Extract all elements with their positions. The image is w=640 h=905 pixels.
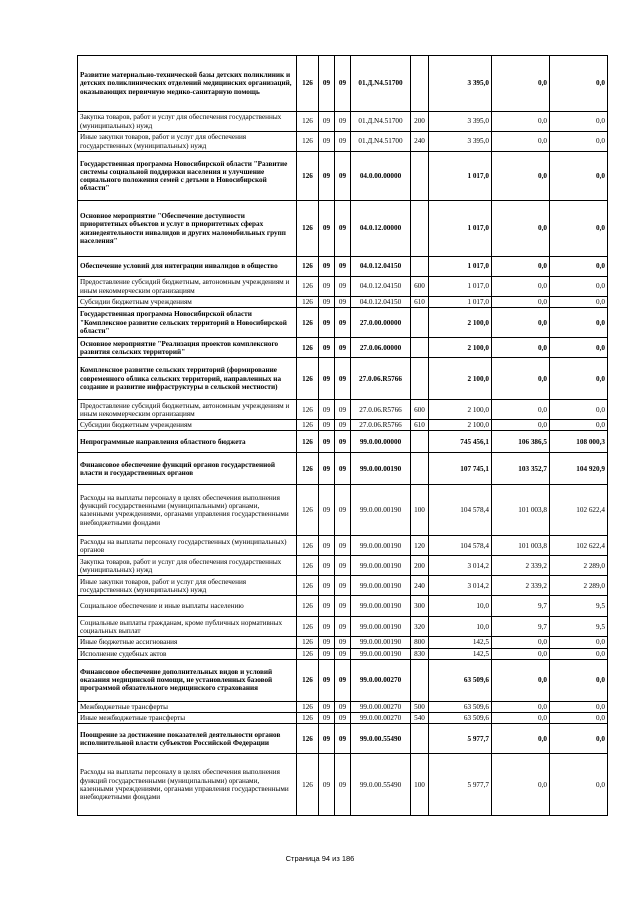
cell-ved: 126	[297, 556, 319, 576]
cell-ved: 126	[297, 400, 319, 420]
cell-ved: 126	[297, 201, 319, 257]
cell-sum-1: 10,0	[429, 596, 492, 617]
cell-csr: 99.0.00.00190	[351, 596, 411, 617]
cell-vr	[411, 724, 429, 754]
cell-vr	[411, 659, 429, 701]
cell-sum-1: 3 395,0	[429, 56, 492, 112]
cell-pr: 09	[335, 201, 351, 257]
cell-vr: 600	[411, 277, 429, 297]
table-row	[78, 152, 608, 201]
cell-sum-1: 1 017,0	[429, 152, 492, 201]
cell-sum-3: 0,0	[550, 648, 608, 659]
cell-vr	[411, 56, 429, 112]
cell-sum-1: 63 509,6	[429, 713, 492, 724]
cell-csr: 99.0.00.55490	[351, 754, 411, 816]
cell-sum-2: 9,7	[492, 617, 550, 637]
cell-vr	[411, 201, 429, 257]
table-row	[78, 277, 608, 297]
table-row	[78, 648, 608, 659]
cell-csr: 27.0.06.R5766	[351, 420, 411, 431]
cell-sum-3: 0,0	[550, 112, 608, 132]
cell-sum-2: 0,0	[492, 659, 550, 701]
cell-pr: 09	[335, 596, 351, 617]
cell-csr: 04.0.12.04150	[351, 297, 411, 308]
cell-name: Закупка товаров, работ и услуг для обеспечения государственных (муниципальных) нужд	[78, 112, 297, 132]
cell-vr: 600	[411, 400, 429, 420]
cell-name: Предоставление субсидий бюджетным, автономным учреждениям и иным некоммерческим организациям	[78, 400, 297, 420]
cell-sum-1: 2 100,0	[429, 338, 492, 358]
cell-sum-2: 9,7	[492, 596, 550, 617]
cell-name: Иные бюджетные ассигнования	[78, 637, 297, 648]
cell-pr: 09	[335, 152, 351, 201]
cell-pr: 09	[335, 420, 351, 431]
cell-csr: 99.0.00.00000	[351, 431, 411, 453]
cell-csr: 01.Д.N4.51700	[351, 56, 411, 112]
cell-ved: 126	[297, 724, 319, 754]
table-row	[78, 420, 608, 431]
cell-pr: 09	[335, 453, 351, 485]
cell-ved: 126	[297, 596, 319, 617]
cell-ved: 126	[297, 659, 319, 701]
cell-rz: 09	[319, 420, 335, 431]
cell-pr: 09	[335, 257, 351, 277]
cell-rz: 09	[319, 338, 335, 358]
cell-sum-3: 0,0	[550, 297, 608, 308]
cell-csr: 99.0.00.00270	[351, 659, 411, 701]
cell-sum-2: 0,0	[492, 297, 550, 308]
cell-name: Расходы на выплаты персоналу в целях обеспечения выполнения функций государственными (муниципальными) органами, казенными учреждениями, органами управления государственными внебюджетными фондами	[78, 485, 297, 536]
cell-sum-3: 108 000,3	[550, 431, 608, 453]
cell-sum-1: 2 100,0	[429, 358, 492, 400]
table-row	[78, 257, 608, 277]
cell-rz: 09	[319, 659, 335, 701]
cell-csr: 99.0.00.00190	[351, 617, 411, 637]
cell-name: Финансовое обеспечение функций органов государственной власти и государственных органов	[78, 453, 297, 485]
cell-pr: 09	[335, 754, 351, 816]
cell-name: Обеспечение условий для интеграции инвалидов в общество	[78, 257, 297, 277]
cell-name: Государственная программа Новосибирской области "Комплексное развитие сельских территорий в Новосибирской области"	[78, 308, 297, 338]
cell-ved: 126	[297, 637, 319, 648]
cell-ved: 126	[297, 485, 319, 536]
cell-sum-1: 63 509,6	[429, 701, 492, 712]
cell-sum-1: 104 578,4	[429, 536, 492, 556]
cell-sum-2: 0,0	[492, 648, 550, 659]
cell-sum-2: 101 003,8	[492, 536, 550, 556]
cell-vr	[411, 257, 429, 277]
cell-rz: 09	[319, 754, 335, 816]
cell-sum-1: 1 017,0	[429, 201, 492, 257]
cell-sum-3: 0,0	[550, 754, 608, 816]
cell-sum-2: 0,0	[492, 724, 550, 754]
cell-csr: 99.0.00.00190	[351, 648, 411, 659]
cell-rz: 09	[319, 132, 335, 152]
cell-ved: 126	[297, 754, 319, 816]
cell-vr: 100	[411, 485, 429, 536]
cell-sum-3: 0,0	[550, 701, 608, 712]
table-row	[78, 536, 608, 556]
cell-vr: 540	[411, 713, 429, 724]
cell-sum-1: 142,5	[429, 637, 492, 648]
cell-rz: 09	[319, 648, 335, 659]
table-row	[78, 132, 608, 152]
budget-table-body	[78, 56, 608, 816]
cell-sum-1: 1 017,0	[429, 297, 492, 308]
cell-sum-2: 0,0	[492, 201, 550, 257]
cell-ved: 126	[297, 420, 319, 431]
cell-ved: 126	[297, 132, 319, 152]
cell-vr: 320	[411, 617, 429, 637]
cell-pr: 09	[335, 56, 351, 112]
cell-rz: 09	[319, 297, 335, 308]
cell-csr: 99.0.00.00190	[351, 536, 411, 556]
cell-ved: 126	[297, 701, 319, 712]
cell-ved: 126	[297, 297, 319, 308]
cell-sum-1: 3 014,2	[429, 556, 492, 576]
cell-pr: 09	[335, 713, 351, 724]
cell-sum-3: 0,0	[550, 257, 608, 277]
cell-sum-2: 101 003,8	[492, 485, 550, 536]
cell-sum-2: 0,0	[492, 152, 550, 201]
table-row	[78, 56, 608, 112]
cell-pr: 09	[335, 132, 351, 152]
cell-sum-1: 142,5	[429, 648, 492, 659]
cell-vr	[411, 453, 429, 485]
cell-pr: 09	[335, 659, 351, 701]
cell-csr: 99.0.00.00190	[351, 637, 411, 648]
cell-name: Предоставление субсидий бюджетным, автономным учреждениям и иным некоммерческим организациям	[78, 277, 297, 297]
table-row	[78, 338, 608, 358]
cell-csr: 27.0.06.00000	[351, 338, 411, 358]
cell-ved: 126	[297, 152, 319, 201]
cell-pr: 09	[335, 338, 351, 358]
cell-vr: 800	[411, 637, 429, 648]
cell-csr: 04.0.12.04150	[351, 257, 411, 277]
cell-csr: 99.0.00.00190	[351, 485, 411, 536]
cell-sum-3: 0,0	[550, 308, 608, 338]
cell-sum-2: 0,0	[492, 132, 550, 152]
table-row	[78, 556, 608, 576]
cell-sum-2: 106 386,5	[492, 431, 550, 453]
cell-rz: 09	[319, 485, 335, 536]
cell-sum-2: 2 339,2	[492, 556, 550, 576]
cell-csr: 99.0.00.00270	[351, 713, 411, 724]
cell-sum-3: 0,0	[550, 152, 608, 201]
cell-vr: 100	[411, 754, 429, 816]
cell-name: Развитие материально-технической базы детских поликлиник и детских поликлинических отделений медицинских организаций, оказывающих первичную медико-санитарную помощь	[78, 56, 297, 112]
cell-sum-2: 0,0	[492, 713, 550, 724]
cell-pr: 09	[335, 112, 351, 132]
cell-csr: 99.0.00.55490	[351, 724, 411, 754]
cell-rz: 09	[319, 152, 335, 201]
cell-csr: 01.Д.N4.51700	[351, 112, 411, 132]
cell-vr: 300	[411, 596, 429, 617]
cell-sum-2: 0,0	[492, 257, 550, 277]
cell-pr: 09	[335, 556, 351, 576]
cell-name: Социальные выплаты гражданам, кроме публичных нормативных социальных выплат	[78, 617, 297, 637]
table-row	[78, 112, 608, 132]
cell-sum-3: 2 289,0	[550, 556, 608, 576]
table-row	[78, 453, 608, 485]
table-row	[78, 713, 608, 724]
cell-sum-1: 3 395,0	[429, 132, 492, 152]
cell-name: Финансовое обеспечение дополнительных видов и условий оказания медицинской помощи, не установленных базовой программой обязательного медицинского страхования	[78, 659, 297, 701]
cell-csr: 01.Д.N4.51700	[351, 132, 411, 152]
cell-sum-3: 9,5	[550, 596, 608, 617]
table-row	[78, 701, 608, 712]
cell-rz: 09	[319, 536, 335, 556]
cell-sum-2: 0,0	[492, 112, 550, 132]
cell-name: Непрограммные направления областного бюджета	[78, 431, 297, 453]
cell-sum-2: 0,0	[492, 400, 550, 420]
cell-sum-1: 104 578,4	[429, 485, 492, 536]
cell-rz: 09	[319, 713, 335, 724]
cell-rz: 09	[319, 453, 335, 485]
cell-csr: 99.0.00.00190	[351, 576, 411, 596]
cell-pr: 09	[335, 724, 351, 754]
cell-ved: 126	[297, 713, 319, 724]
cell-sum-2: 0,0	[492, 420, 550, 431]
cell-rz: 09	[319, 277, 335, 297]
cell-pr: 09	[335, 308, 351, 338]
cell-pr: 09	[335, 637, 351, 648]
cell-sum-1: 10,0	[429, 617, 492, 637]
cell-csr: 04.0.00.00000	[351, 152, 411, 201]
cell-rz: 09	[319, 400, 335, 420]
cell-pr: 09	[335, 431, 351, 453]
cell-ved: 126	[297, 257, 319, 277]
cell-ved: 126	[297, 277, 319, 297]
cell-rz: 09	[319, 596, 335, 617]
cell-csr: 99.0.00.00270	[351, 701, 411, 712]
cell-vr: 610	[411, 420, 429, 431]
cell-sum-3: 0,0	[550, 277, 608, 297]
cell-pr: 09	[335, 576, 351, 596]
cell-sum-1: 107 745,1	[429, 453, 492, 485]
cell-name: Комплексное развитие сельских территорий (формирование современного облика сельских территорий, направленных на создание и развитие инфраструктуры в сельской местности)	[78, 358, 297, 400]
cell-rz: 09	[319, 576, 335, 596]
cell-csr: 04.0.12.04150	[351, 277, 411, 297]
cell-sum-3: 0,0	[550, 420, 608, 431]
cell-sum-3: 0,0	[550, 201, 608, 257]
cell-sum-3: 104 920,9	[550, 453, 608, 485]
cell-name: Основное мероприятие "Обеспечение доступности приоритетных объектов и услуг в приоритетных сферах жизнедеятельности инвалидов и других маломобильных групп населения"	[78, 201, 297, 257]
cell-pr: 09	[335, 297, 351, 308]
table-row	[78, 596, 608, 617]
table-row	[78, 576, 608, 596]
cell-sum-3: 0,0	[550, 724, 608, 754]
cell-sum-3: 2 289,0	[550, 576, 608, 596]
cell-csr: 27.0.06.R5766	[351, 400, 411, 420]
cell-csr: 99.0.00.00190	[351, 556, 411, 576]
cell-sum-3: 0,0	[550, 400, 608, 420]
cell-name: Поощрение за достижение показателей деятельности органов исполнительной власти субъектов Российской Федерации	[78, 724, 297, 754]
cell-vr: 500	[411, 701, 429, 712]
cell-ved: 126	[297, 308, 319, 338]
cell-rz: 09	[319, 637, 335, 648]
cell-sum-3: 0,0	[550, 132, 608, 152]
cell-vr: 240	[411, 576, 429, 596]
cell-sum-2: 0,0	[492, 308, 550, 338]
table-row	[78, 400, 608, 420]
cell-sum-3: 9,5	[550, 617, 608, 637]
cell-ved: 126	[297, 112, 319, 132]
cell-ved: 126	[297, 536, 319, 556]
table-row	[78, 297, 608, 308]
cell-name: Закупка товаров, работ и услуг для обеспечения государственных (муниципальных) нужд	[78, 556, 297, 576]
table-row	[78, 637, 608, 648]
table-row	[78, 617, 608, 637]
cell-csr: 27.0.00.00000	[351, 308, 411, 338]
cell-pr: 09	[335, 701, 351, 712]
table-row	[78, 659, 608, 701]
cell-ved: 126	[297, 431, 319, 453]
cell-vr	[411, 308, 429, 338]
cell-sum-3: 0,0	[550, 56, 608, 112]
table-row	[78, 431, 608, 453]
cell-rz: 09	[319, 201, 335, 257]
page-footer: Страница 94 из 186	[285, 854, 355, 863]
cell-ved: 126	[297, 453, 319, 485]
cell-vr	[411, 358, 429, 400]
cell-csr: 04.0.12.00000	[351, 201, 411, 257]
cell-sum-3: 102 622,4	[550, 536, 608, 556]
cell-ved: 126	[297, 358, 319, 400]
cell-pr: 09	[335, 277, 351, 297]
cell-csr: 27.0.06.R5766	[351, 358, 411, 400]
cell-rz: 09	[319, 431, 335, 453]
cell-pr: 09	[335, 358, 351, 400]
cell-pr: 09	[335, 400, 351, 420]
cell-name: Субсидии бюджетным учреждениям	[78, 420, 297, 431]
cell-sum-2: 0,0	[492, 277, 550, 297]
cell-sum-3: 0,0	[550, 637, 608, 648]
cell-sum-1: 5 977,7	[429, 754, 492, 816]
cell-sum-1: 5 977,7	[429, 724, 492, 754]
cell-pr: 09	[335, 536, 351, 556]
table-row	[78, 201, 608, 257]
cell-sum-1: 1 017,0	[429, 277, 492, 297]
table-row	[78, 358, 608, 400]
cell-ved: 126	[297, 338, 319, 358]
cell-vr: 200	[411, 112, 429, 132]
cell-name: Межбюджетные трансферты	[78, 701, 297, 712]
cell-sum-3: 0,0	[550, 338, 608, 358]
budget-table	[77, 55, 608, 816]
cell-sum-2: 2 339,2	[492, 576, 550, 596]
cell-pr: 09	[335, 648, 351, 659]
cell-sum-2: 0,0	[492, 637, 550, 648]
cell-sum-3: 0,0	[550, 358, 608, 400]
cell-rz: 09	[319, 556, 335, 576]
cell-vr	[411, 431, 429, 453]
cell-vr: 240	[411, 132, 429, 152]
cell-sum-1: 2 100,0	[429, 308, 492, 338]
cell-pr: 09	[335, 485, 351, 536]
cell-name: Государственная программа Новосибирской области "Развитие системы социальной поддержки населения и улучшение социального положения семей с детьми в Новосибирской области"	[78, 152, 297, 201]
cell-sum-2: 103 352,7	[492, 453, 550, 485]
cell-rz: 09	[319, 308, 335, 338]
cell-name: Иные закупки товаров, работ и услуг для обеспечения государственных (муниципальных) нужд	[78, 576, 297, 596]
cell-sum-1: 63 509,6	[429, 659, 492, 701]
cell-sum-2: 0,0	[492, 358, 550, 400]
cell-sum-1: 3 395,0	[429, 112, 492, 132]
cell-ved: 126	[297, 56, 319, 112]
cell-name: Субсидии бюджетным учреждениям	[78, 297, 297, 308]
cell-name: Расходы на выплаты персоналу государственных (муниципальных) органов	[78, 536, 297, 556]
cell-rz: 09	[319, 724, 335, 754]
cell-sum-2: 0,0	[492, 338, 550, 358]
cell-name: Социальное обеспечение и иные выплаты населению	[78, 596, 297, 617]
table-row	[78, 485, 608, 536]
cell-rz: 09	[319, 358, 335, 400]
cell-ved: 126	[297, 576, 319, 596]
cell-sum-1: 745 456,1	[429, 431, 492, 453]
cell-rz: 09	[319, 56, 335, 112]
cell-vr	[411, 152, 429, 201]
cell-rz: 09	[319, 112, 335, 132]
cell-ved: 126	[297, 617, 319, 637]
cell-name: Расходы на выплаты персоналу в целях обеспечения выполнения функций государственными (муниципальными) органами, казенными учреждениями, органами управления государственными внебюджетными фондами	[78, 754, 297, 816]
cell-rz: 09	[319, 701, 335, 712]
cell-name: Иные межбюджетные трансферты	[78, 713, 297, 724]
cell-name: Основное мероприятие "Реализация проектов комплексного развития сельских территорий"	[78, 338, 297, 358]
cell-sum-3: 0,0	[550, 713, 608, 724]
cell-rz: 09	[319, 617, 335, 637]
cell-sum-3: 0,0	[550, 659, 608, 701]
table-row	[78, 754, 608, 816]
cell-sum-3: 102 622,4	[550, 485, 608, 536]
cell-ved: 126	[297, 648, 319, 659]
cell-name: Иные закупки товаров, работ и услуг для обеспечения государственных (муниципальных) нужд	[78, 132, 297, 152]
cell-sum-2: 0,0	[492, 754, 550, 816]
cell-sum-1: 1 017,0	[429, 257, 492, 277]
table-row	[78, 308, 608, 338]
cell-sum-2: 0,0	[492, 56, 550, 112]
cell-pr: 09	[335, 617, 351, 637]
cell-vr: 200	[411, 556, 429, 576]
cell-sum-2: 0,0	[492, 701, 550, 712]
table-row	[78, 724, 608, 754]
cell-csr: 99.0.00.00190	[351, 453, 411, 485]
cell-sum-1: 3 014,2	[429, 576, 492, 596]
cell-sum-1: 2 100,0	[429, 400, 492, 420]
cell-vr: 830	[411, 648, 429, 659]
cell-rz: 09	[319, 257, 335, 277]
cell-vr: 610	[411, 297, 429, 308]
cell-sum-1: 2 100,0	[429, 420, 492, 431]
cell-name: Исполнение судебных актов	[78, 648, 297, 659]
cell-vr	[411, 338, 429, 358]
cell-vr: 120	[411, 536, 429, 556]
